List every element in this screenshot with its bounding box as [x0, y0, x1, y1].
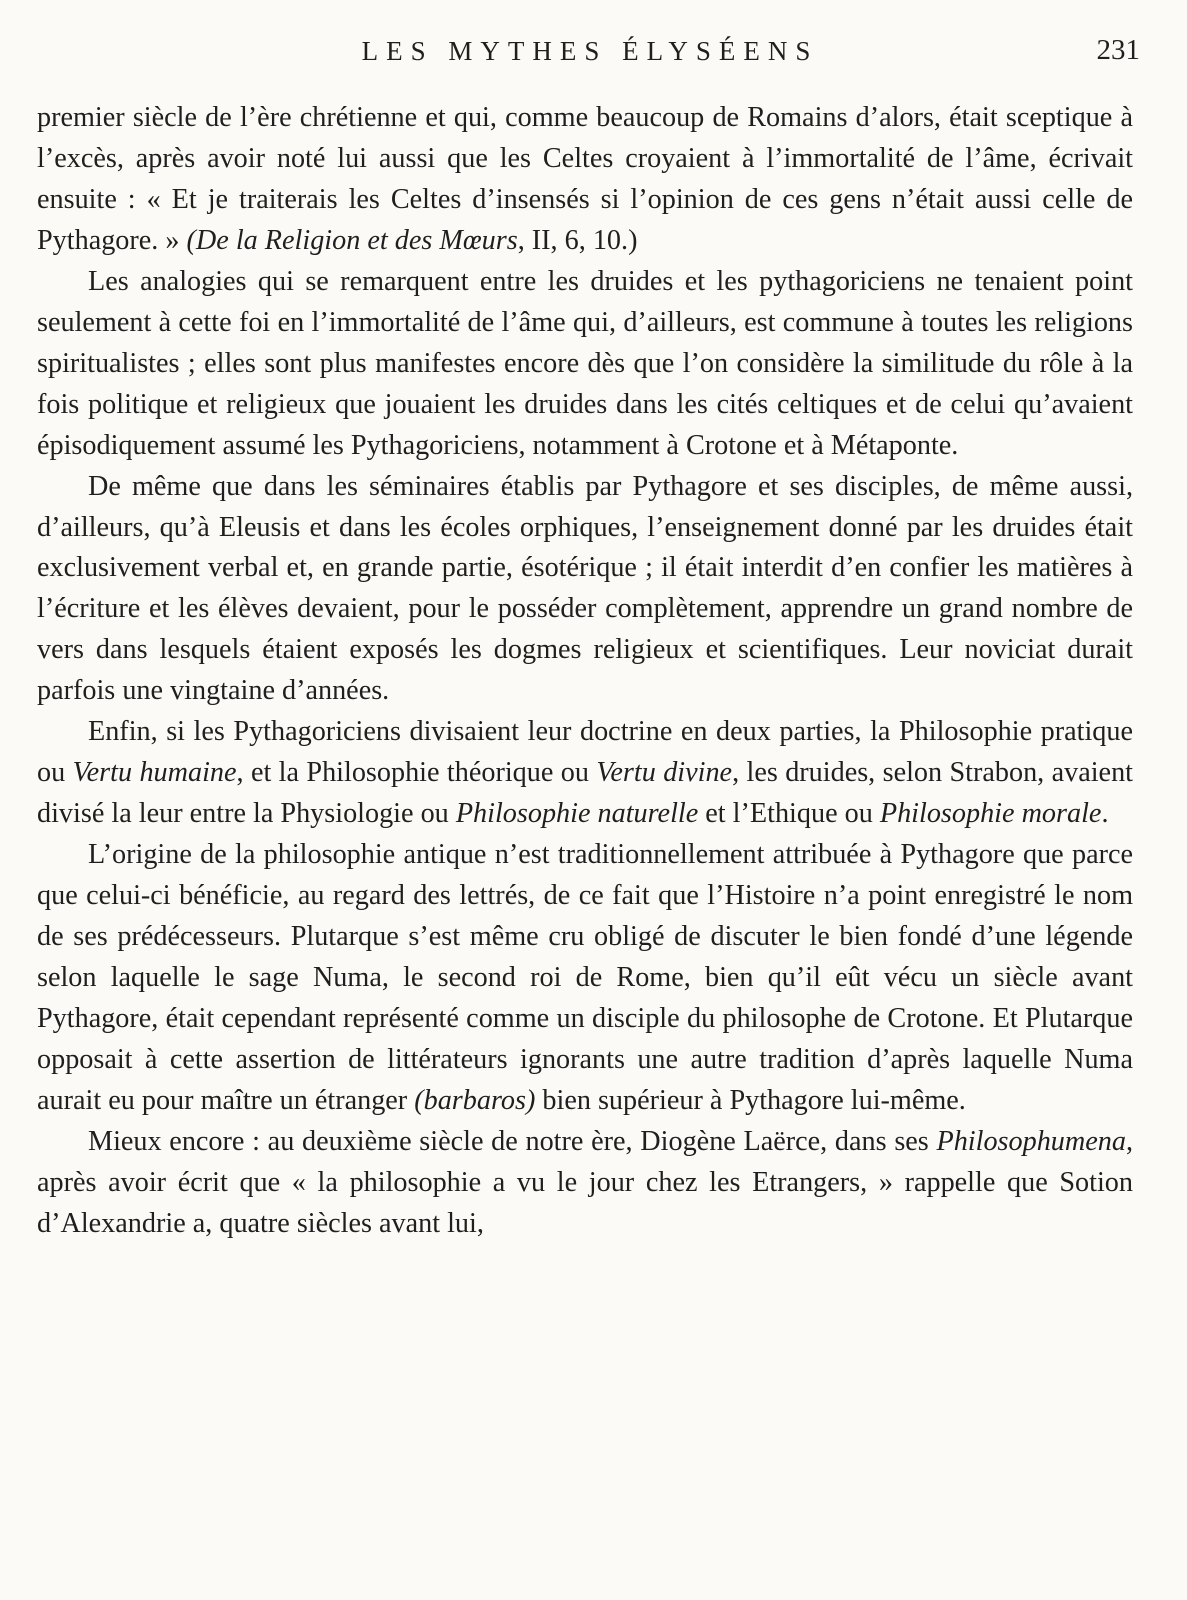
italic-text-run: (barbaros)	[414, 1084, 536, 1116]
text-run: et l’Ethique ou	[698, 798, 880, 830]
text-run: Les analogies qui se remarquent entre les druides et les pythagoriciens ne tenaient point seulement à cette foi en l’immortalité de l’âme qui, d’ailleurs, est commune à toutes les religions spiritualistes ; elles sont plus manifestes encore dès que l’on considère la similitude du rôle à la fois politique et religieux que jouaient les druides dans les cités celtiques et de celui qu’avaient épisodiquement assumé les Pythagoriciens, notamment à Crotone et à Métaponte.	[37, 265, 1133, 461]
italic-text-run: Philosophie morale	[879, 798, 1102, 830]
italic-text-run: Vertu divine	[596, 757, 733, 789]
paragraph-6	[37, 1122, 1133, 1245]
paragraph-1	[37, 98, 1133, 262]
paragraph-3	[37, 467, 1133, 713]
text-run: De même que dans les séminaires établis par Pythagore et ses disciples, de même aussi, d’ailleurs, qu’à Eleusis et dans les écoles orphiques, l’enseignement donné par les druides était exclusivement verbal et, en grande partie, ésotérique ; il était interdit d’en confier les matières à l’écriture et les élèves devaient, pour le posséder complètement, apprendre un grand nombre de vers dans lesquels étaient exposés les dogmes religieux et scientifiques. Leur noviciat durait parfois une vingtaine d’années.	[37, 470, 1133, 707]
italic-text-run: Philosophie naturelle	[455, 798, 699, 830]
running-title: LES MYTHES ÉLYSÉENS	[361, 36, 819, 66]
italic-text-run: (De la Religion et des Mœurs	[186, 224, 518, 256]
text-run: L’origine de la philosophie antique n’est traditionnellement attribuée à Pythagore que parce que celui-ci bénéficie, au regard des lettrés, de ce fait que l’Histoire n’a point enregistré le nom de ses prédécesseurs. Plutarque s’est même cru obligé de discuter le bien fondé d’une légende selon laquelle le sage Numa, le second roi de Rome, bien qu’il eût vécu un siècle avant Pythagore, était cependant représenté comme un disciple du philosophe de Crotone. Et Plutarque opposait à cette assertion de littérateurs ignorants une autre tradition d’après laquelle Numa aurait eu pour maître un étranger	[37, 839, 1133, 1116]
text-run: , après avoir écrit que « la philosophie a vu le jour chez les Etrangers, » rappelle que Sotion d’Alexandrie a, quatre siècles avant lui,	[37, 1125, 1133, 1239]
page-number: 231	[1096, 34, 1140, 66]
text-run: , les druides, selon Strabon, avaient divisé la leur entre la Physiologie ou	[37, 757, 1133, 830]
text-run: premier siècle de l’ère chrétienne et qui, comme beaucoup de Romains d’alors, était sceptique à l’excès, après avoir noté lui aussi que les Celtes croyaient à l’immortalité de l’âme, écrivait ensuite : « Et je traiterais les Celtes d’insensés si l’opinion de ces gens n’était aussi celle de Pythagore. »	[37, 102, 1133, 256]
text-run: .	[1101, 798, 1109, 830]
text-run: Enfin, si les Pythagoriciens divisaient leur doctrine en deux parties, la Philosophie pratique ou	[37, 716, 1133, 789]
paragraph-5	[37, 835, 1133, 1122]
paragraph-4	[37, 712, 1133, 835]
text-run: Mieux encore : au deuxième siècle de notre ère, Diogène Laërce, dans ses	[88, 1125, 937, 1157]
body-text	[37, 98, 1133, 1245]
running-head	[40, 34, 1140, 74]
text-run: , et la Philosophie théorique ou	[236, 757, 597, 789]
paragraph-2	[37, 262, 1133, 467]
text-run: , II, 6, 10.)	[517, 224, 638, 256]
italic-text-run: Philosophumena	[936, 1125, 1126, 1157]
italic-text-run: Vertu humaine	[72, 757, 237, 789]
text-run: bien supérieur à Pythagore lui-même.	[535, 1084, 966, 1116]
